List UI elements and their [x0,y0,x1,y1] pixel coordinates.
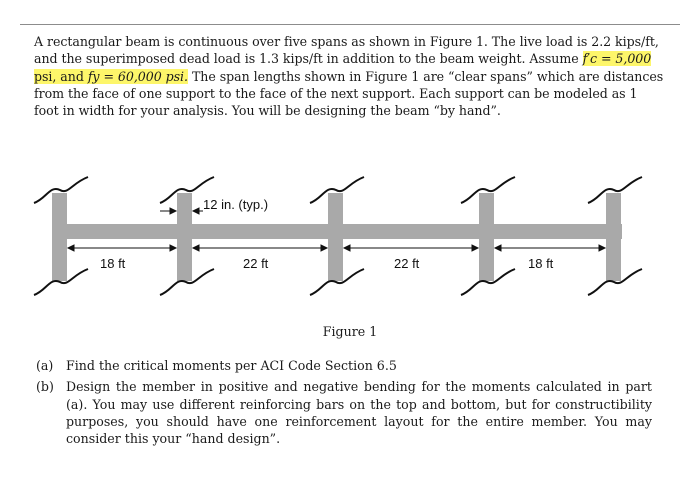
span-1-label: 18 ft [100,256,126,271]
support-1 [52,193,67,281]
support-width-label: 12 in. (typ.) [203,197,269,212]
problem-statement [34,33,664,119]
problem-line-2-text: and the superimposed dead load is 1.3 kips/ft in addition to the beam weight. Assume [34,51,579,67]
support-4 [479,193,494,281]
span-1-arrow-left [68,245,74,251]
span-4-label: 18 ft [528,256,554,271]
psi-and-text: psi, and [34,68,84,84]
span-2-arrow-right [321,245,327,251]
problem-line-5: foot in width for your analysis. You will be designing the beam “by hand”. [34,103,501,119]
support-2 [177,193,192,281]
problem-line-3 [34,68,664,85]
figure-caption: Figure 1 [322,324,378,339]
part-a [36,357,652,374]
top-rule [20,24,680,25]
figure-1 [0,155,700,315]
support-width-arrow-right [193,208,199,214]
span-3-arrow-right [472,245,478,251]
question-parts [36,357,652,451]
span-2-arrow-left [193,245,199,251]
beam-diagram [0,155,700,315]
span-2-label: 22 ft [243,256,269,271]
part-a-label: (a) [36,358,54,373]
fy-value: fy = 60,000 psi. [87,68,188,84]
part-b-label: (b) [36,379,54,395]
support-width-arrow-left [170,208,176,214]
span-3-label: 22 ft [394,256,420,271]
problem-line-4: from the face of one support to the face of the next support. Each support can be modeled as 1 [34,85,638,101]
part-a-text: Find the critical moments per ACI Code Section 6.5 [66,358,397,373]
span-1-arrow-right [170,245,176,251]
fy-highlight [34,69,188,84]
problem-line-1: A rectangular beam is continuous over five spans as shown in Figure 1. The live load is 2.2 kips/ft, [34,34,659,49]
span-4-arrow-left [495,245,501,251]
fc-highlight [583,51,652,66]
span-3-arrow-left [344,245,350,251]
problem-line-2 [34,50,652,67]
span-4-arrow-right [599,245,605,251]
problem-line-3-text: The span lengths shown in Figure 1 are “clear spans” which are distances [191,68,664,84]
support-3 [328,193,343,281]
fc-value: f′c = 5,000 [582,51,652,67]
support-5 [606,193,621,281]
part-b-text: Design the member in positive and negative bending for the moments calculated in part (a). You may use different reinforcing bars on the top and bottom, but for constructibility purposes, you should have one reinforcement layout for the entire member. You may consider this your “hand design”. [66,379,652,447]
part-b [36,378,652,447]
